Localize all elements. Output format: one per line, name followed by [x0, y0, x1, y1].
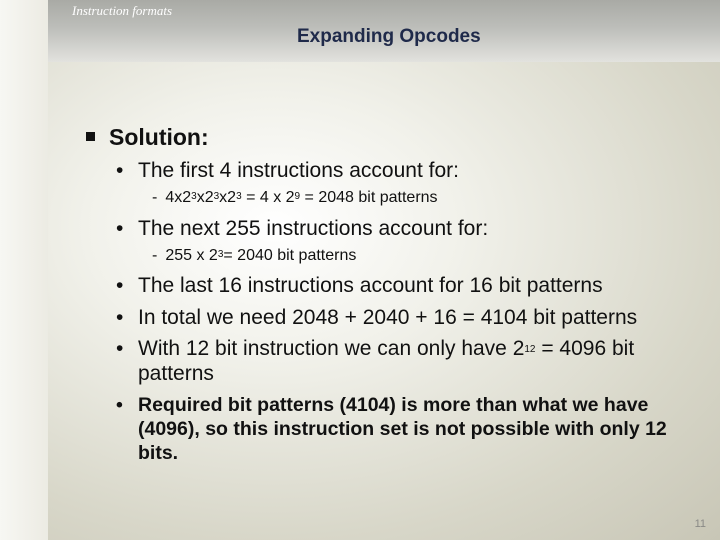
left-decor-strip: [0, 0, 48, 540]
bullet-next-instructions: • The next 255 instructions account for:: [116, 217, 489, 240]
slide-title: Expanding Opcodes: [297, 26, 481, 47]
section-label: Instruction formats: [72, 3, 173, 18]
bullet-conclusion: • Required bit patterns (4104) is more than what we have (4096), so this instruction set is not possible with only 12 bits.: [116, 394, 667, 464]
bullet-total-needed: • In total we need 2048 + 2040 + 16 = 4104 bit patterns: [116, 306, 638, 329]
bullet-icon: •: [116, 394, 123, 416]
bullet-twelve-bit: • With 12 bit instruction we can only have $2^{12} = 4096$ bit patterns: [116, 337, 635, 385]
sub-bullet-next-calc: - 255 x $2^3= 2040$ bit patterns: [152, 247, 357, 264]
bullet-last-instructions: • The last 16 instructions account for 16 bit patterns: [116, 274, 603, 297]
dash-icon: -: [152, 247, 158, 264]
solution-heading: [86, 124, 209, 151]
bullet-icon: •: [116, 306, 124, 329]
bullet-icon: •: [116, 159, 124, 182]
page-number: 11: [694, 518, 706, 530]
bullet-icon: •: [116, 274, 124, 297]
bullet-icon: •: [116, 337, 124, 360]
bullet-icon: •: [116, 217, 124, 240]
bullet-first-instructions: • The first 4 instructions account for:: [116, 159, 459, 182]
dash-icon: -: [152, 189, 158, 206]
solution-heading-text: Solution:: [109, 124, 209, 150]
sub-bullet-first-calc: - $4x2^3x2^3x2^3 = 4$ x $2^9 = 2048$ bit patterns: [152, 189, 438, 206]
square-bullet-icon: [86, 132, 95, 141]
